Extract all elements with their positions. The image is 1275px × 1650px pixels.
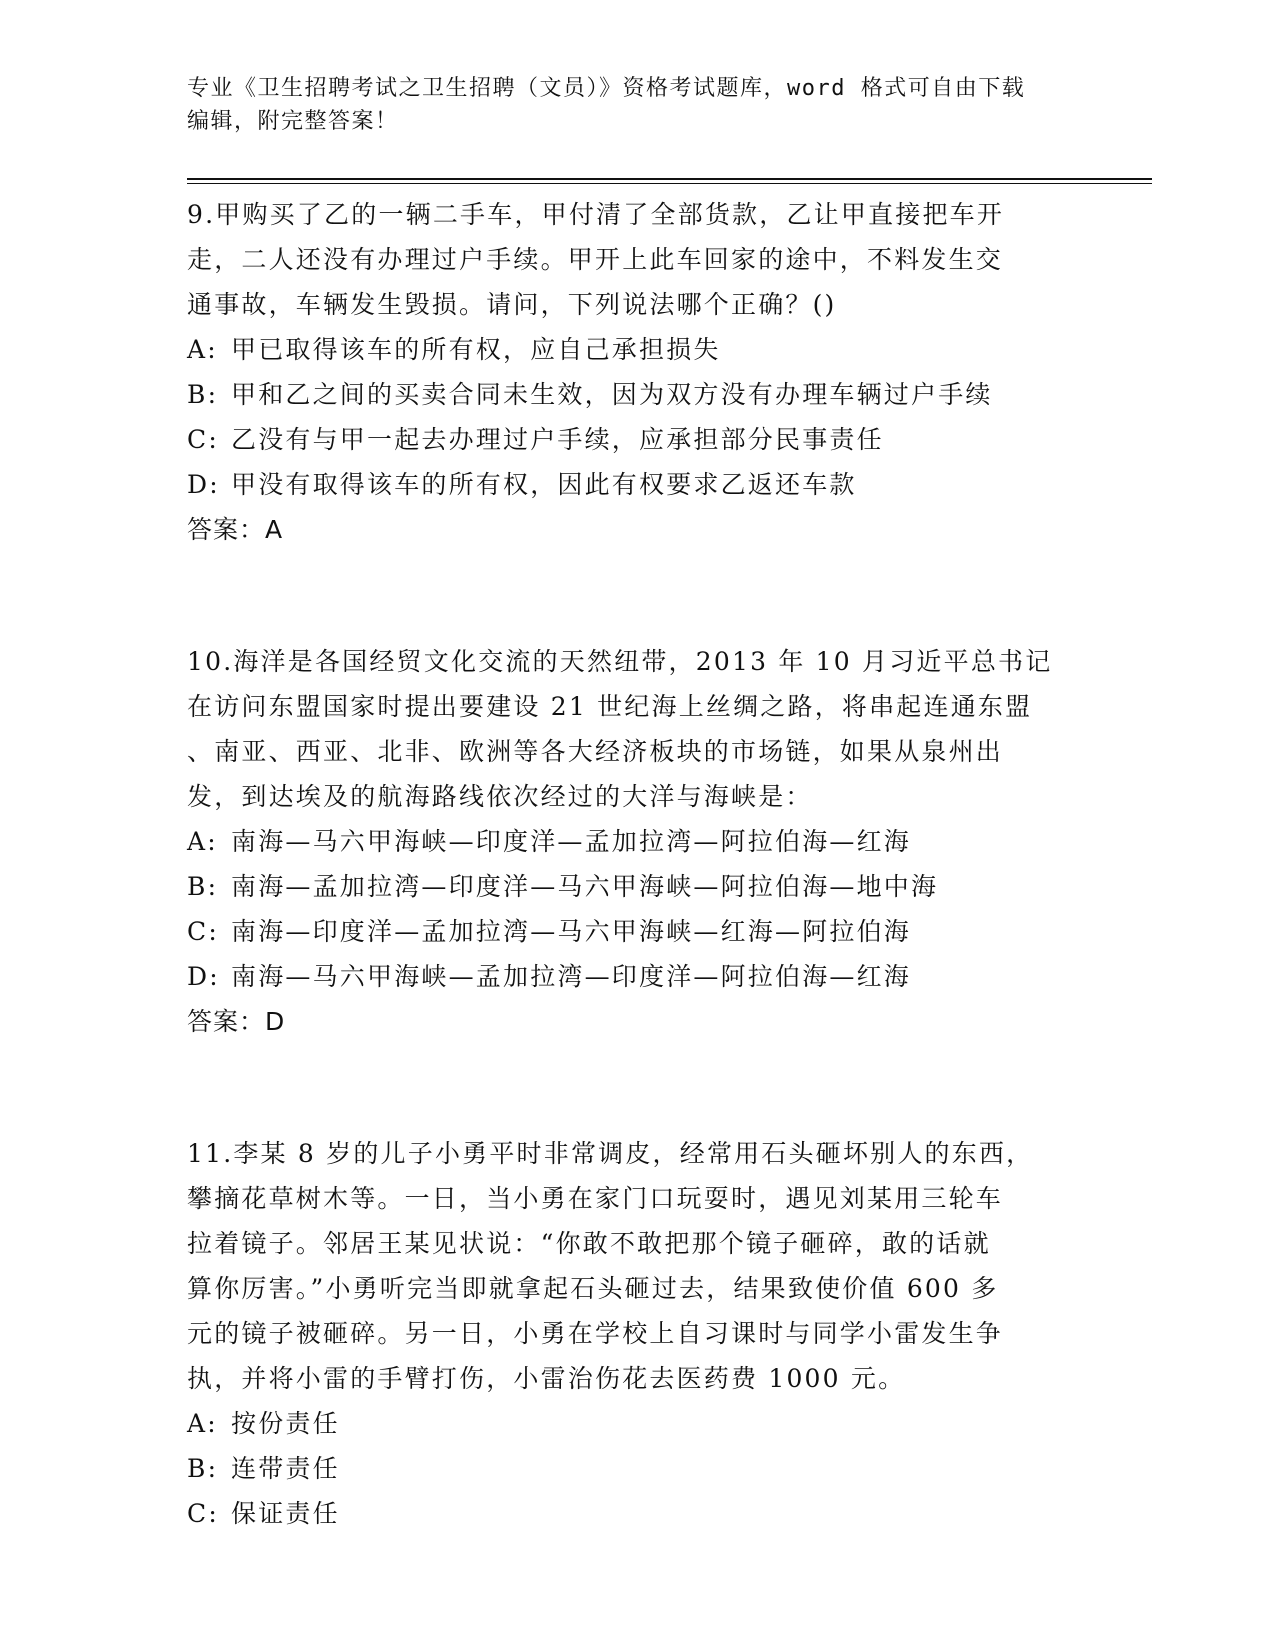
option-a [187,819,1087,864]
option-text: 甲已取得该车的所有权，应自己承担损失 [231,335,721,364]
question-list [187,192,1087,1536]
question-line: 11.李某 8 岁的儿子小勇平时非常调皮，经常用石头砸坏别人的东西， [187,1139,1034,1168]
question-line: 算你厉害。”小勇听完当即就拿起石头砸过去，结果致使价值 600 多 [187,1274,999,1303]
option-letter: C: [187,425,219,454]
option-text: 南海—马六甲海峡—印度洋—孟加拉湾—阿拉伯海—红海 [231,827,912,856]
question-line: 发，到达埃及的航海路线依次经过的大洋与海峡是： [187,782,813,811]
option-text: 乙没有与甲一起去办理过户手续，应承担部分民事责任 [231,425,884,454]
option-c [187,909,1087,954]
option-b [187,372,1087,417]
question-line: 通事故，车辆发生毁损。请问，下列说法哪个正确？() [187,290,837,319]
question-11-stem [187,1131,1087,1401]
header-divider-thin [187,183,1152,184]
option-d [187,954,1087,999]
option-c [187,1491,1087,1536]
option-letter: C: [187,917,219,946]
option-d [187,462,1087,507]
option-b [187,1446,1087,1491]
question-line: 10.海洋是各国经贸文化交流的天然纽带，2013 年 10 月习近平总书记 [187,647,1053,676]
option-letter: A: [187,335,218,364]
option-text: 南海—马六甲海峡—孟加拉湾—印度洋—阿拉伯海—红海 [231,962,912,991]
answer-line: 答案：D [187,1007,286,1036]
header-line-1: 专业《卫生招聘考试之卫生招聘（文员）》资格考试题库，word 格式可自由下载 [187,76,1026,101]
question-11 [187,1131,1087,1536]
header-line-2: 编辑，附完整答案！ [187,109,399,134]
question-10 [187,639,1087,1044]
document-header [187,72,1067,138]
option-text: 保证责任 [231,1499,340,1528]
spacer [187,552,1087,639]
question-line: 元的镜子被砸碎。另一日，小勇在学校上自习课时与同学小雷发生争 [187,1319,1004,1348]
option-text: 甲和乙之间的买卖合同未生效，因为双方没有办理车辆过户手续 [231,380,993,409]
option-letter: D: [187,470,220,499]
option-b [187,864,1087,909]
option-text: 南海—孟加拉湾—印度洋—马六甲海峡—阿拉伯海—地中海 [231,872,939,901]
spacer [187,1044,1087,1131]
question-line: 在访问东盟国家时提出要建设 21 世纪海上丝绸之路，将串起连通东盟 [187,692,1033,721]
question-line: 走，二人还没有办理过户手续。甲开上此车回家的途中，不料发生交 [187,245,1004,274]
question-9-stem [187,192,1087,327]
answer-line: 答案：A [187,515,284,544]
question-10-stem [187,639,1087,819]
question-9 [187,192,1087,552]
option-letter: B: [187,1454,219,1483]
option-letter: A: [187,827,218,856]
option-text: 连带责任 [231,1454,340,1483]
option-text: 按份责任 [231,1409,340,1438]
header-divider-thick [187,178,1152,180]
question-line: 9.甲购买了乙的一辆二手车，甲付清了全部货款，乙让甲直接把车开 [187,200,1005,229]
question-line: 执，并将小雷的手臂打伤，小雷治伤花去医药费 1000 元。 [187,1364,906,1393]
option-a [187,327,1087,372]
option-letter: A: [187,1409,218,1438]
option-letter: B: [187,380,219,409]
question-line: 拉着镜子。邻居王某见状说：“你敢不敢把那个镜子砸碎，敢的话就 [187,1229,991,1258]
option-a [187,1401,1087,1446]
option-c [187,417,1087,462]
question-line: 攀摘花草树木等。一日，当小勇在家门口玩耍时，遇见刘某用三轮车 [187,1184,1004,1213]
option-text: 南海—印度洋—孟加拉湾—马六甲海峡—红海—阿拉伯海 [231,917,912,946]
option-letter: D: [187,962,220,991]
option-letter: C: [187,1499,219,1528]
option-text: 甲没有取得该车的所有权，因此有权要求乙返还车款 [231,470,857,499]
question-line: 、南亚、西亚、北非、欧洲等各大经济板块的市场链，如果从泉州出 [187,737,1004,766]
option-letter: B: [187,872,219,901]
